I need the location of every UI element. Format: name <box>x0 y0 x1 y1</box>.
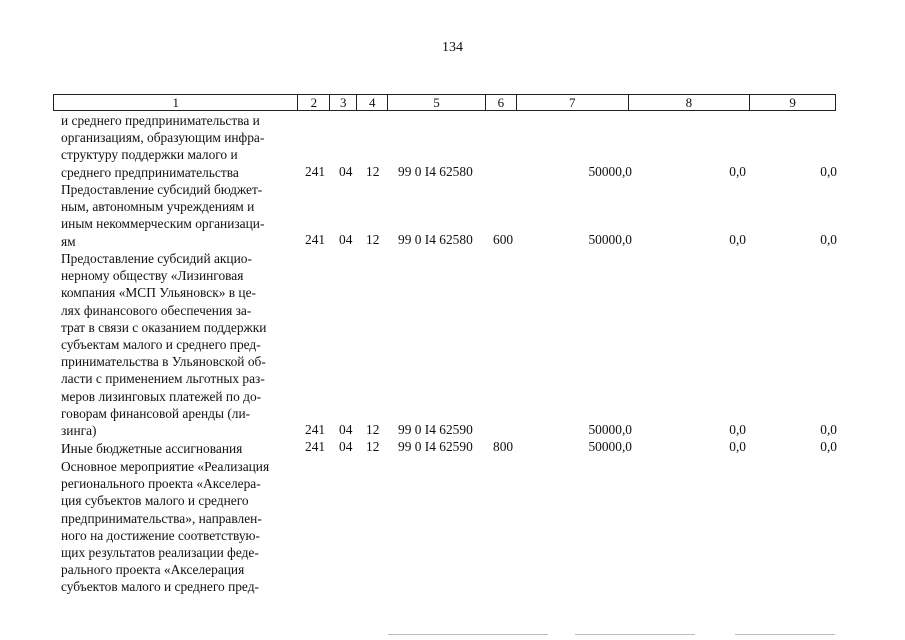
cell-target-article: 99 0 I4 62580 <box>398 164 473 179</box>
cell-amount: 0,0 <box>820 439 837 454</box>
cell-section: 04 <box>339 422 353 437</box>
row-description: и среднего предпринимательства и организациям, образующим инфра- структуру поддержки малого и среднего предпринимательства <box>61 113 265 180</box>
cell-section: 04 <box>339 232 353 247</box>
cell-amount: 0,0 <box>729 422 746 437</box>
cell-ministry: 241 <box>305 422 326 437</box>
table-row <box>0 164 905 181</box>
column-header-1: 1 <box>54 95 298 110</box>
cell-amount: 0,0 <box>820 422 837 437</box>
column-header-6: 6 <box>486 95 517 110</box>
cell-section: 04 <box>339 164 353 179</box>
row-description: Предоставление субсидий акцио- нерному обществу «Лизинговая компания «МСП Ульяновск» в це- лях финансового обеспечения за- трат в связи с оказанием поддержки субъектам малого и среднего пред- принимательства в Ульяновской об- ласти с применением льготных раз- меров лизинговых платежей по до- говорам финансовой аренды (ли- зинга) <box>61 251 267 439</box>
cell-amount: 50000,0 <box>588 164 632 179</box>
cell-expense-type: 600 <box>493 232 514 247</box>
cell-ministry: 241 <box>305 164 326 179</box>
cell-amount: 0,0 <box>729 164 746 179</box>
row-description: Иные бюджетные ассигнования <box>61 441 243 456</box>
cell-target-article: 99 0 I4 62590 <box>398 422 473 437</box>
cell-amount: 50000,0 <box>588 232 632 247</box>
cell-amount: 50000,0 <box>588 439 632 454</box>
cell-amount: 0,0 <box>729 232 746 247</box>
cell-amount: 0,0 <box>729 439 746 454</box>
column-header-7: 7 <box>517 95 629 110</box>
cell-target-article: 99 0 I4 62590 <box>398 439 473 454</box>
page-number: 134 <box>442 40 463 55</box>
scan-divider <box>575 634 695 635</box>
row-description: Основное мероприятие «Реализация регионального проекта «Акселера- ция субъектов малого и среднего предпринимательства», направлен- ного на достижение соответствую- щих результатов реализации феде- рального проекта «Акселерация субъектов малого и среднего пред- <box>61 459 270 595</box>
column-header-8: 8 <box>629 95 751 110</box>
column-header-3: 3 <box>330 95 357 110</box>
cell-subsection: 12 <box>366 232 380 247</box>
column-header-2: 2 <box>298 95 330 110</box>
column-header-4: 4 <box>357 95 388 110</box>
cell-amount: 50000,0 <box>588 422 632 437</box>
cell-amount: 0,0 <box>820 232 837 247</box>
cell-target-article: 99 0 I4 62580 <box>398 232 473 247</box>
row-description: Предоставление субсидий бюджет- ным, автономным учреждениям и иным некоммерческим организаци- ям <box>61 182 265 249</box>
cell-section: 04 <box>339 439 353 454</box>
cell-expense-type: 800 <box>493 439 514 454</box>
column-header-9: 9 <box>789 95 796 110</box>
table-row <box>0 232 905 249</box>
cell-subsection: 12 <box>366 422 380 437</box>
cell-ministry: 241 <box>305 439 326 454</box>
table-row <box>0 422 905 439</box>
cell-ministry: 241 <box>305 232 326 247</box>
table-header <box>53 94 836 111</box>
cell-subsection: 12 <box>366 439 380 454</box>
table-row <box>0 439 905 456</box>
scan-divider <box>388 634 548 635</box>
column-header-5: 5 <box>388 95 486 110</box>
scan-divider <box>735 634 835 635</box>
cell-subsection: 12 <box>366 164 380 179</box>
cell-amount: 0,0 <box>820 164 837 179</box>
